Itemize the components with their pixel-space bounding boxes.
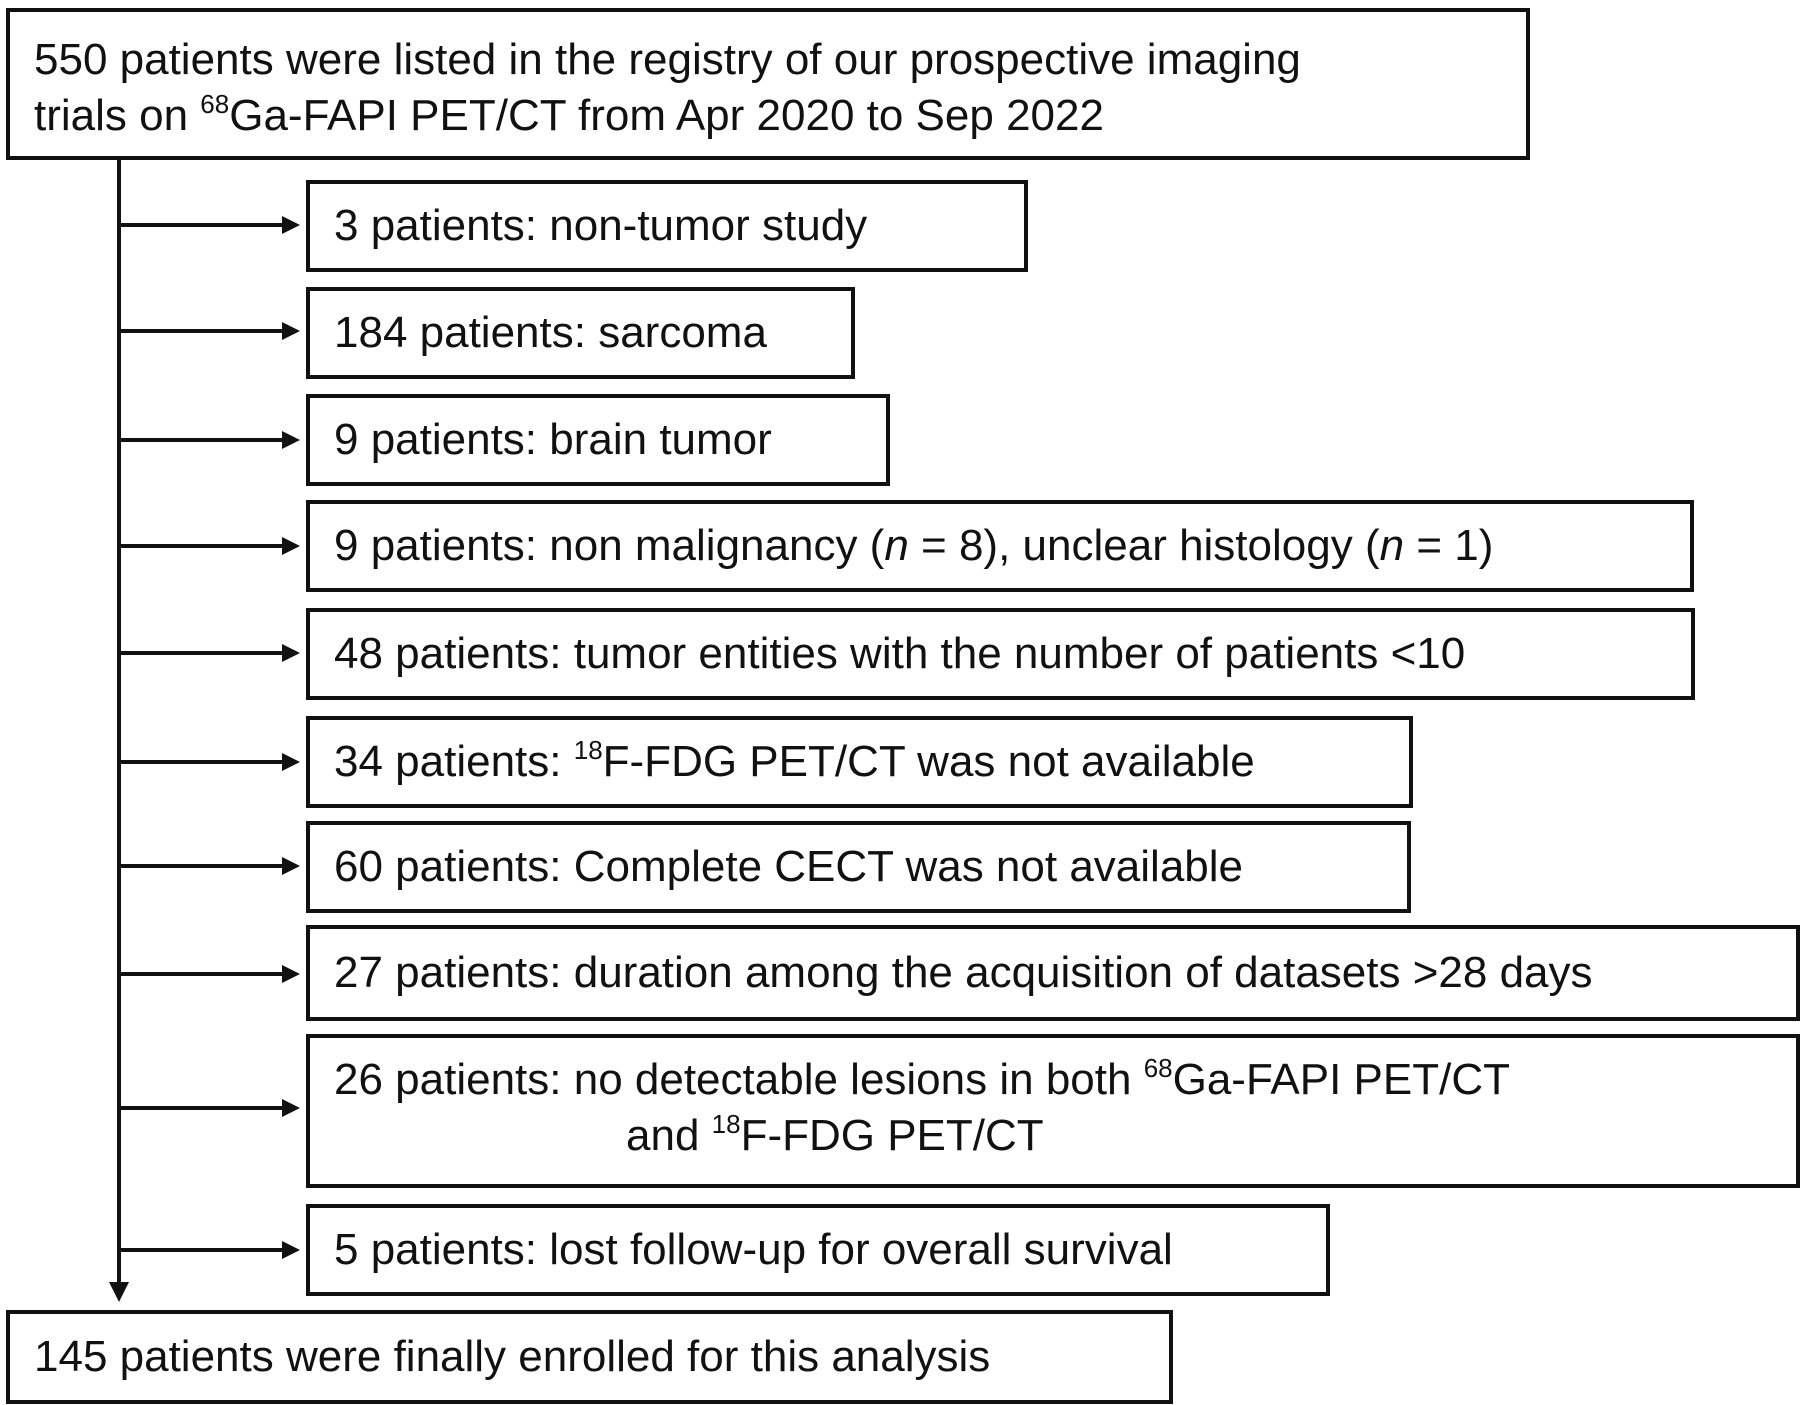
exclusion-text: 184 patients: sarcoma [334,308,767,358]
exclusion-box-no-lesions [306,1034,1800,1188]
exclusion-box-no-fdg [306,716,1413,808]
exclusion-text: 9 patients: non malignancy (n = 8), unclear histology (n = 1) [334,521,1494,571]
exclusion-text: 60 patients: Complete CECT was not available [334,842,1244,892]
registry-box [6,8,1530,160]
exclusion-text: 27 patients: duration among the acquisition of datasets >28 days [334,948,1593,998]
registry-line-1: 550 patients were listed in the registry of our prospective imaging [34,35,1301,84]
exclusion-text: 3 patients: non-tumor study [334,201,868,251]
trunk-arrowhead [109,1282,129,1302]
exclusion-box-non-tumor [306,180,1028,272]
exclusion-text: 9 patients: brain tumor [334,415,772,465]
no-lesions-line-2: and $^{18}$F-FDG PET/CT [626,1108,1044,1160]
exclusion-text: 5 patients: lost follow-up for overall survival [334,1225,1173,1275]
exclusion-box-brain-tumor [306,394,890,486]
exclusion-box-lost-follow-up [306,1204,1330,1296]
exclusion-box-sarcoma [306,287,855,379]
enrolled-box [6,1310,1173,1404]
exclusion-box-no-cect [306,821,1411,913]
exclusion-text: 34 patients: $^{18}$F-FDG PET/CT was not available [334,735,1255,787]
branch-arrows [119,216,300,1259]
enrolled-text: 145 patients were finally enrolled for this analysis [34,1332,991,1382]
exclusion-text: 48 patients: tumor entities with the number of patients <10 [334,629,1466,679]
exclusion-box-rare-entities [306,608,1695,700]
no-lesions-line-1: 26 patients: no detectable lesions in both $^{68}$Ga-FAPI PET/CT [334,1053,1510,1104]
exclusion-box-duration [306,925,1800,1021]
registry-line-2: trials on $^{68}$Ga-FAPI PET/CT from Apr 2020 to Sep 2022 [34,88,1104,140]
exclusion-box-non-malignancy [306,500,1694,592]
